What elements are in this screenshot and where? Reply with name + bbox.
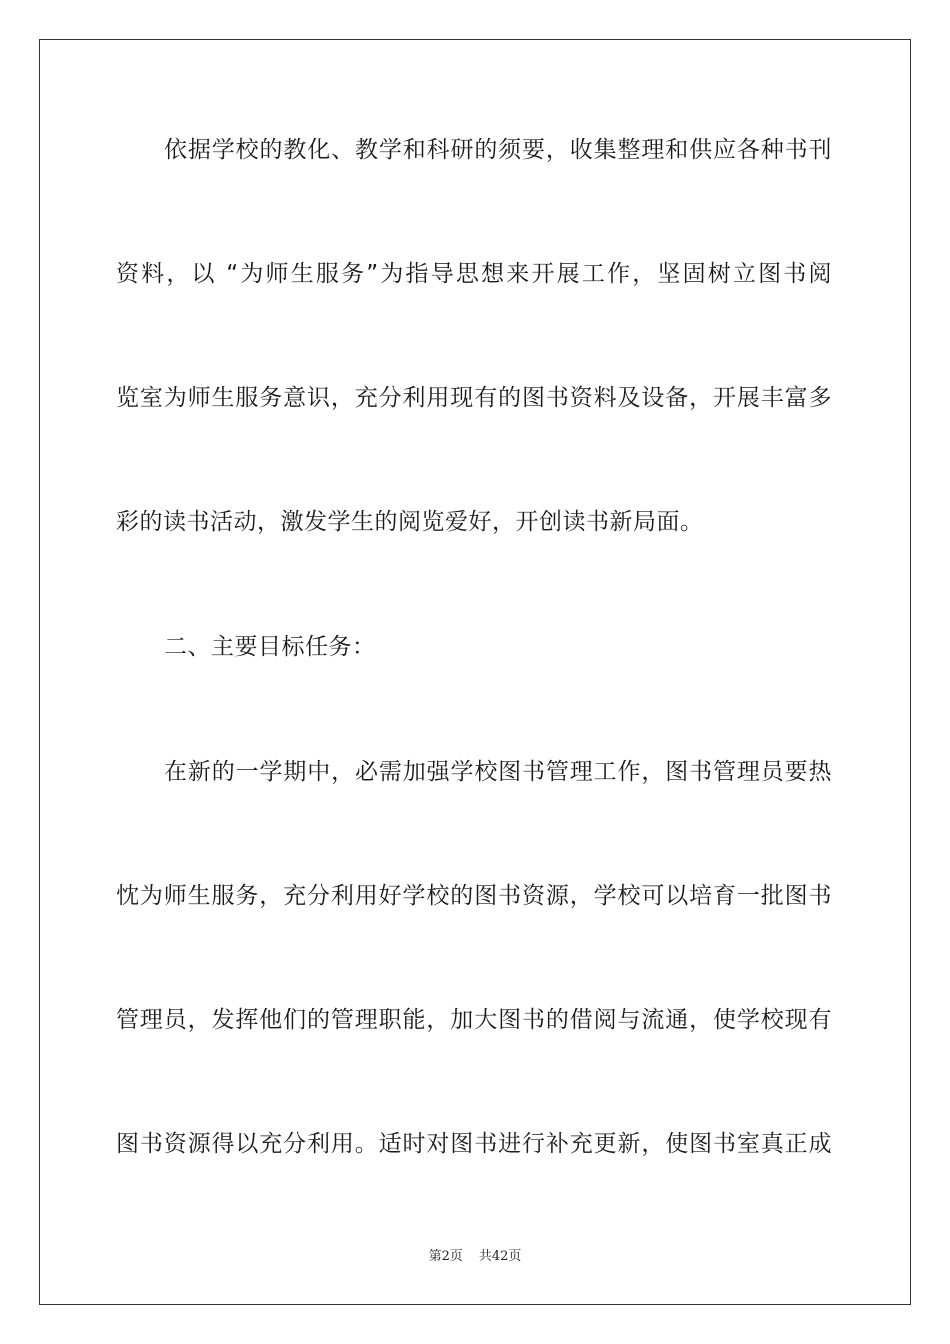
paragraph-line-7: 管理员，发挥他们的管理职能，加大图书的借阅与流通，使学校现有 (116, 1007, 832, 1033)
paragraph-line-6: 忱为师生服务，充分利用好学校的图书资源，学校可以培育一批图书 (116, 883, 832, 909)
page-footer (0, 1248, 950, 1266)
page-number: 第2页 (428, 1249, 463, 1264)
paragraph-line-5: 在新的一学期中，必需加强学校图书管理工作，图书管理员要热 (164, 759, 832, 785)
section-heading: 二、主要目标任务： (164, 634, 376, 660)
total-pages: 共42页 (478, 1249, 522, 1264)
paragraph-line-8: 图书资源得以充分利用。适时对图书进行补充更新，使图书室真正成 (116, 1131, 832, 1157)
paragraph-line-1: 依据学校的教化、教学和科研的须要，收集整理和供应各种书刊 (164, 137, 832, 163)
paragraph-line-2: 资料，以 “为师生服务”为指导思想来开展工作，坚固树立图书阅 (116, 261, 832, 287)
page-border (39, 39, 911, 1305)
paragraph-line-3: 览室为师生服务意识，充分利用现有的图书资料及设备，开展丰富多 (116, 385, 832, 411)
paragraph-line-4: 彩的读书活动，激发学生的阅览爱好，开创读书新局面。 (116, 509, 704, 535)
